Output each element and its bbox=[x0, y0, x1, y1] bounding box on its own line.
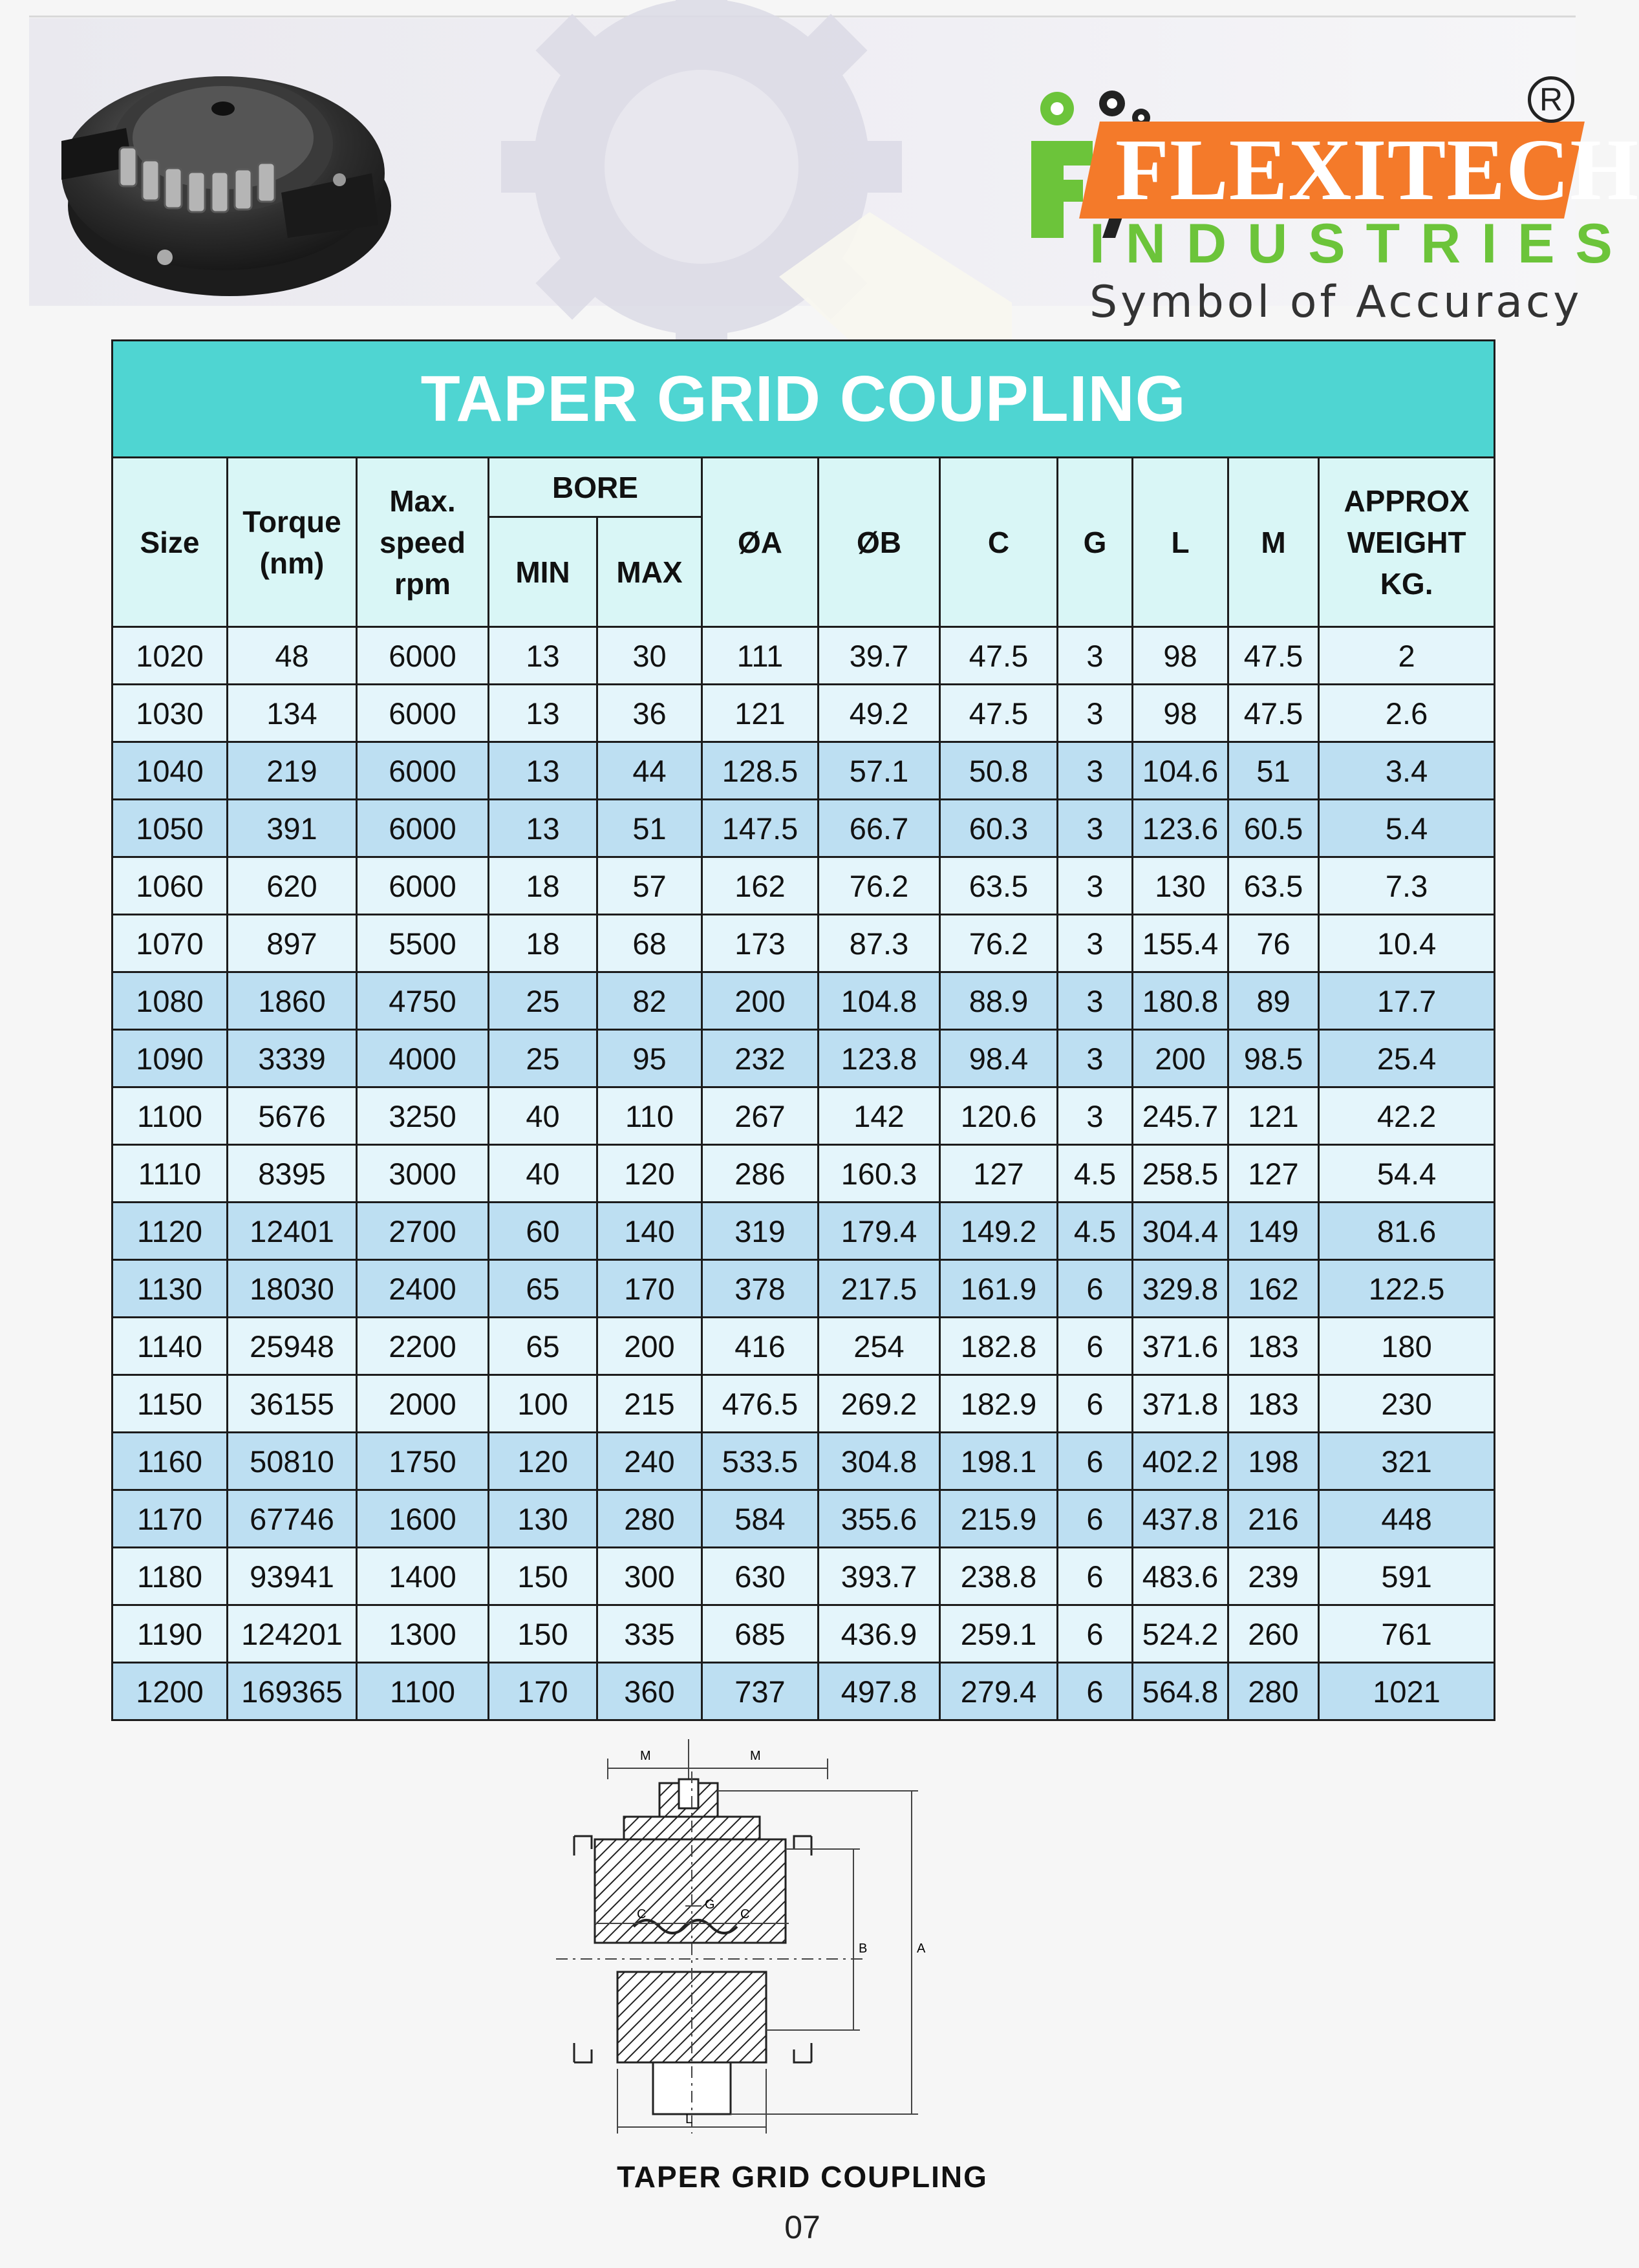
dim-label-c-left: C bbox=[637, 1907, 647, 1921]
cell-m: 89 bbox=[1228, 972, 1319, 1030]
cell-bore-min: 40 bbox=[489, 1145, 597, 1203]
cell-dia-a: 173 bbox=[702, 915, 819, 972]
cell-torque: 12401 bbox=[228, 1203, 357, 1260]
header-dia-a: ØA bbox=[702, 458, 819, 627]
cell-torque: 620 bbox=[228, 857, 357, 915]
cell-c: 76.2 bbox=[940, 915, 1058, 972]
cell-c: 88.9 bbox=[940, 972, 1058, 1030]
cell-size: 1020 bbox=[112, 627, 228, 685]
cell-bore-min: 13 bbox=[489, 800, 597, 857]
cell-bore-max: 170 bbox=[597, 1260, 702, 1318]
cell-g: 3 bbox=[1058, 627, 1133, 685]
cell-dia-a: 416 bbox=[702, 1318, 819, 1375]
cell-dia-a: 111 bbox=[702, 627, 819, 685]
table-row bbox=[112, 800, 1495, 857]
cell-dia-a: 476.5 bbox=[702, 1375, 819, 1433]
cell-bore-max: 360 bbox=[597, 1663, 702, 1720]
coupling-spec-table bbox=[111, 339, 1495, 1721]
cell-bore-min: 65 bbox=[489, 1318, 597, 1375]
cell-max-speed: 6000 bbox=[357, 742, 489, 800]
cell-bore-max: 68 bbox=[597, 915, 702, 972]
cell-max-speed: 1300 bbox=[357, 1605, 489, 1663]
cell-bore-max: 51 bbox=[597, 800, 702, 857]
header-speed-line1: Max. bbox=[389, 484, 456, 518]
cell-m: 76 bbox=[1228, 915, 1319, 972]
cell-dia-b: 179.4 bbox=[819, 1203, 940, 1260]
cell-l: 200 bbox=[1133, 1030, 1228, 1087]
cell-bore-min: 13 bbox=[489, 742, 597, 800]
cell-max-speed: 5500 bbox=[357, 915, 489, 972]
cell-g: 3 bbox=[1058, 972, 1133, 1030]
cell-weight: 2 bbox=[1319, 627, 1495, 685]
cell-bore-min: 120 bbox=[489, 1433, 597, 1490]
header-bore-min: MIN bbox=[489, 517, 597, 627]
cell-bore-min: 150 bbox=[489, 1548, 597, 1605]
table-row bbox=[112, 1548, 1495, 1605]
cell-bore-min: 100 bbox=[489, 1375, 597, 1433]
cell-max-speed: 2200 bbox=[357, 1318, 489, 1375]
cell-size: 1090 bbox=[112, 1030, 228, 1087]
table-row bbox=[112, 915, 1495, 972]
cell-dia-a: 533.5 bbox=[702, 1433, 819, 1490]
cell-g: 4.5 bbox=[1058, 1145, 1133, 1203]
cell-weight: 17.7 bbox=[1319, 972, 1495, 1030]
cell-bore-max: 215 bbox=[597, 1375, 702, 1433]
cell-c: 120.6 bbox=[940, 1087, 1058, 1145]
header-weight-line1: APPROX bbox=[1344, 484, 1470, 518]
table-row bbox=[112, 1318, 1495, 1375]
cell-torque: 391 bbox=[228, 800, 357, 857]
cell-weight: 42.2 bbox=[1319, 1087, 1495, 1145]
header-size: Size bbox=[112, 458, 228, 627]
cell-bore-min: 18 bbox=[489, 915, 597, 972]
cell-c: 182.9 bbox=[940, 1375, 1058, 1433]
cell-dia-b: 123.8 bbox=[819, 1030, 940, 1087]
cell-c: 198.1 bbox=[940, 1433, 1058, 1490]
cell-m: 47.5 bbox=[1228, 685, 1319, 742]
cell-dia-b: 49.2 bbox=[819, 685, 940, 742]
cell-l: 402.2 bbox=[1133, 1433, 1228, 1490]
cell-bore-min: 170 bbox=[489, 1663, 597, 1720]
cell-torque: 134 bbox=[228, 685, 357, 742]
cell-size: 1120 bbox=[112, 1203, 228, 1260]
cell-weight: 81.6 bbox=[1319, 1203, 1495, 1260]
cell-bore-max: 57 bbox=[597, 857, 702, 915]
gear-background-icon bbox=[378, 0, 1025, 393]
cell-bore-max: 36 bbox=[597, 685, 702, 742]
cell-dia-b: 254 bbox=[819, 1318, 940, 1375]
cell-torque: 67746 bbox=[228, 1490, 357, 1548]
cell-max-speed: 4000 bbox=[357, 1030, 489, 1087]
cell-weight: 10.4 bbox=[1319, 915, 1495, 972]
table-row bbox=[112, 1375, 1495, 1433]
cell-size: 1060 bbox=[112, 857, 228, 915]
cell-torque: 897 bbox=[228, 915, 357, 972]
cell-l: 258.5 bbox=[1133, 1145, 1228, 1203]
cell-dia-b: 66.7 bbox=[819, 800, 940, 857]
header-bore: BORE bbox=[489, 458, 702, 517]
cell-bore-max: 110 bbox=[597, 1087, 702, 1145]
cell-m: 162 bbox=[1228, 1260, 1319, 1318]
cell-torque: 48 bbox=[228, 627, 357, 685]
cell-dia-a: 584 bbox=[702, 1490, 819, 1548]
cell-bore-min: 130 bbox=[489, 1490, 597, 1548]
header-weight-line3: KG. bbox=[1380, 566, 1433, 601]
cell-dia-b: 304.8 bbox=[819, 1433, 940, 1490]
cell-bore-max: 140 bbox=[597, 1203, 702, 1260]
cell-torque: 169365 bbox=[228, 1663, 357, 1720]
cell-c: 279.4 bbox=[940, 1663, 1058, 1720]
header-speed-line2: speed bbox=[380, 525, 466, 559]
logo-brand-name: FLEXITECH bbox=[1115, 122, 1639, 219]
cell-g: 6 bbox=[1058, 1548, 1133, 1605]
dim-label-c-right: C bbox=[740, 1907, 750, 1921]
cell-max-speed: 3250 bbox=[357, 1087, 489, 1145]
cell-bore-min: 40 bbox=[489, 1087, 597, 1145]
cell-c: 215.9 bbox=[940, 1490, 1058, 1548]
cell-torque: 36155 bbox=[228, 1375, 357, 1433]
cell-dia-a: 128.5 bbox=[702, 742, 819, 800]
cell-size: 1170 bbox=[112, 1490, 228, 1548]
header-speed-line3: rpm bbox=[394, 566, 451, 601]
cell-bore-min: 65 bbox=[489, 1260, 597, 1318]
cell-bore-max: 280 bbox=[597, 1490, 702, 1548]
cell-torque: 1860 bbox=[228, 972, 357, 1030]
table-row bbox=[112, 1030, 1495, 1087]
cell-weight: 5.4 bbox=[1319, 800, 1495, 857]
cell-weight: 448 bbox=[1319, 1490, 1495, 1548]
table-row bbox=[112, 1145, 1495, 1203]
cell-size: 1160 bbox=[112, 1433, 228, 1490]
cell-dia-b: 57.1 bbox=[819, 742, 940, 800]
cell-l: 98 bbox=[1133, 685, 1228, 742]
cell-dia-b: 104.8 bbox=[819, 972, 940, 1030]
cell-l: 524.2 bbox=[1133, 1605, 1228, 1663]
cell-g: 6 bbox=[1058, 1605, 1133, 1663]
cell-bore-min: 60 bbox=[489, 1203, 597, 1260]
header-m: M bbox=[1228, 458, 1319, 627]
table-row bbox=[112, 972, 1495, 1030]
cell-g: 3 bbox=[1058, 742, 1133, 800]
header-dia-b: ØB bbox=[819, 458, 940, 627]
cell-m: 98.5 bbox=[1228, 1030, 1319, 1087]
cell-weight: 122.5 bbox=[1319, 1260, 1495, 1318]
cell-bore-max: 200 bbox=[597, 1318, 702, 1375]
dim-label-a: A bbox=[917, 1942, 926, 1956]
cell-dia-a: 121 bbox=[702, 685, 819, 742]
cell-dia-a: 630 bbox=[702, 1548, 819, 1605]
cell-bore-min: 25 bbox=[489, 1030, 597, 1087]
cell-torque: 124201 bbox=[228, 1605, 357, 1663]
cell-bore-max: 335 bbox=[597, 1605, 702, 1663]
cell-c: 161.9 bbox=[940, 1260, 1058, 1318]
cell-g: 6 bbox=[1058, 1260, 1133, 1318]
cell-bore-min: 25 bbox=[489, 972, 597, 1030]
cell-m: 183 bbox=[1228, 1318, 1319, 1375]
table-row bbox=[112, 742, 1495, 800]
cell-max-speed: 6000 bbox=[357, 685, 489, 742]
cell-max-speed: 6000 bbox=[357, 800, 489, 857]
cell-max-speed: 2400 bbox=[357, 1260, 489, 1318]
coupling-dimension-diagram bbox=[556, 1720, 1060, 2140]
cell-max-speed: 4750 bbox=[357, 972, 489, 1030]
cell-bore-min: 150 bbox=[489, 1605, 597, 1663]
cell-g: 3 bbox=[1058, 915, 1133, 972]
cell-dia-b: 497.8 bbox=[819, 1663, 940, 1720]
cell-dia-b: 269.2 bbox=[819, 1375, 940, 1433]
cell-torque: 25948 bbox=[228, 1318, 357, 1375]
cell-weight: 321 bbox=[1319, 1433, 1495, 1490]
header-max-speed bbox=[357, 458, 489, 627]
cell-torque: 93941 bbox=[228, 1548, 357, 1605]
cell-size: 1100 bbox=[112, 1087, 228, 1145]
cell-torque: 5676 bbox=[228, 1087, 357, 1145]
cell-dia-b: 76.2 bbox=[819, 857, 940, 915]
cell-l: 98 bbox=[1133, 627, 1228, 685]
cell-bore-max: 82 bbox=[597, 972, 702, 1030]
cell-l: 564.8 bbox=[1133, 1663, 1228, 1720]
cell-bore-min: 13 bbox=[489, 627, 597, 685]
header-torque-line2: (nm) bbox=[259, 546, 325, 580]
cell-c: 63.5 bbox=[940, 857, 1058, 915]
header-l: L bbox=[1133, 458, 1228, 627]
cell-g: 4.5 bbox=[1058, 1203, 1133, 1260]
cell-bore-max: 240 bbox=[597, 1433, 702, 1490]
cell-bore-max: 44 bbox=[597, 742, 702, 800]
cell-weight: 1021 bbox=[1319, 1663, 1495, 1720]
cell-m: 239 bbox=[1228, 1548, 1319, 1605]
dim-label-l: L bbox=[685, 2112, 693, 2126]
cell-l: 437.8 bbox=[1133, 1490, 1228, 1548]
cell-dia-a: 232 bbox=[702, 1030, 819, 1087]
cell-max-speed: 1600 bbox=[357, 1490, 489, 1548]
cell-m: 121 bbox=[1228, 1087, 1319, 1145]
cell-size: 1030 bbox=[112, 685, 228, 742]
cell-c: 50.8 bbox=[940, 742, 1058, 800]
cell-l: 304.4 bbox=[1133, 1203, 1228, 1260]
cell-c: 238.8 bbox=[940, 1548, 1058, 1605]
cell-torque: 50810 bbox=[228, 1433, 357, 1490]
cell-g: 6 bbox=[1058, 1490, 1133, 1548]
table-row bbox=[112, 1203, 1495, 1260]
cell-dia-b: 39.7 bbox=[819, 627, 940, 685]
cell-m: 51 bbox=[1228, 742, 1319, 800]
cell-torque: 18030 bbox=[228, 1260, 357, 1318]
cell-size: 1150 bbox=[112, 1375, 228, 1433]
cell-dia-b: 436.9 bbox=[819, 1605, 940, 1663]
cell-weight: 25.4 bbox=[1319, 1030, 1495, 1087]
header-banner bbox=[29, 18, 1639, 328]
cell-size: 1130 bbox=[112, 1260, 228, 1318]
cell-max-speed: 3000 bbox=[357, 1145, 489, 1203]
cell-weight: 3.4 bbox=[1319, 742, 1495, 800]
cell-bore-max: 120 bbox=[597, 1145, 702, 1203]
dim-label-b: B bbox=[859, 1942, 868, 1956]
cell-max-speed: 2700 bbox=[357, 1203, 489, 1260]
cell-dia-a: 737 bbox=[702, 1663, 819, 1720]
cell-m: 183 bbox=[1228, 1375, 1319, 1433]
cell-torque: 3339 bbox=[228, 1030, 357, 1087]
header-torque-line1: Torque bbox=[242, 504, 341, 539]
dim-label-m-left: M bbox=[640, 1749, 651, 1763]
header-weight bbox=[1319, 458, 1495, 627]
dim-label-m-right: M bbox=[750, 1749, 761, 1763]
registered-mark-icon: R bbox=[1528, 76, 1574, 123]
brand-logo bbox=[1018, 31, 1639, 328]
cell-l: 329.8 bbox=[1133, 1260, 1228, 1318]
cell-m: 63.5 bbox=[1228, 857, 1319, 915]
cell-size: 1190 bbox=[112, 1605, 228, 1663]
cell-dia-a: 685 bbox=[702, 1605, 819, 1663]
table-row bbox=[112, 1087, 1495, 1145]
header-c: C bbox=[940, 458, 1058, 627]
cell-l: 130 bbox=[1133, 857, 1228, 915]
cell-g: 6 bbox=[1058, 1375, 1133, 1433]
cell-size: 1070 bbox=[112, 915, 228, 972]
cell-dia-b: 142 bbox=[819, 1087, 940, 1145]
table-row bbox=[112, 685, 1495, 742]
cell-c: 98.4 bbox=[940, 1030, 1058, 1087]
cell-dia-a: 267 bbox=[702, 1087, 819, 1145]
table-row bbox=[112, 1605, 1495, 1663]
cell-bore-max: 95 bbox=[597, 1030, 702, 1087]
cell-g: 6 bbox=[1058, 1318, 1133, 1375]
cell-g: 3 bbox=[1058, 1030, 1133, 1087]
table-row bbox=[112, 627, 1495, 685]
cell-dia-b: 87.3 bbox=[819, 915, 940, 972]
cell-dia-b: 393.7 bbox=[819, 1548, 940, 1605]
cell-max-speed: 1400 bbox=[357, 1548, 489, 1605]
cell-c: 182.8 bbox=[940, 1318, 1058, 1375]
page-number: 07 bbox=[784, 2209, 820, 2245]
cell-g: 3 bbox=[1058, 857, 1133, 915]
table-row bbox=[112, 1490, 1495, 1548]
cell-size: 1110 bbox=[112, 1145, 228, 1203]
table-title: TAPER GRID COUPLING bbox=[112, 341, 1495, 458]
cell-l: 371.6 bbox=[1133, 1318, 1228, 1375]
table-row bbox=[112, 1260, 1495, 1318]
header-weight-line2: WEIGHT bbox=[1347, 525, 1466, 559]
cell-weight: 7.3 bbox=[1319, 857, 1495, 915]
cell-max-speed: 2000 bbox=[357, 1375, 489, 1433]
table-row bbox=[112, 857, 1495, 915]
cell-c: 47.5 bbox=[940, 685, 1058, 742]
cell-dia-b: 355.6 bbox=[819, 1490, 940, 1548]
cell-dia-b: 217.5 bbox=[819, 1260, 940, 1318]
header-torque bbox=[228, 458, 357, 627]
cell-weight: 180 bbox=[1319, 1318, 1495, 1375]
cell-c: 47.5 bbox=[940, 627, 1058, 685]
cell-size: 1050 bbox=[112, 800, 228, 857]
cell-weight: 761 bbox=[1319, 1605, 1495, 1663]
cell-c: 60.3 bbox=[940, 800, 1058, 857]
cell-dia-a: 319 bbox=[702, 1203, 819, 1260]
cell-size: 1080 bbox=[112, 972, 228, 1030]
cell-m: 127 bbox=[1228, 1145, 1319, 1203]
cell-bore-max: 300 bbox=[597, 1548, 702, 1605]
coupling-product-photo bbox=[36, 31, 398, 303]
cell-g: 3 bbox=[1058, 800, 1133, 857]
logo-subtitle: INDUSTRIES bbox=[1089, 213, 1633, 275]
cell-g: 3 bbox=[1058, 1087, 1133, 1145]
header-g: G bbox=[1058, 458, 1133, 627]
cell-l: 123.6 bbox=[1133, 800, 1228, 857]
cell-m: 198 bbox=[1228, 1433, 1319, 1490]
cell-g: 3 bbox=[1058, 685, 1133, 742]
cell-dia-a: 286 bbox=[702, 1145, 819, 1203]
cell-c: 149.2 bbox=[940, 1203, 1058, 1260]
cell-torque: 219 bbox=[228, 742, 357, 800]
header-bore-max: MAX bbox=[597, 517, 702, 627]
cell-weight: 2.6 bbox=[1319, 685, 1495, 742]
cell-size: 1180 bbox=[112, 1548, 228, 1605]
cell-c: 127 bbox=[940, 1145, 1058, 1203]
cell-l: 155.4 bbox=[1133, 915, 1228, 972]
cell-weight: 230 bbox=[1319, 1375, 1495, 1433]
cell-size: 1200 bbox=[112, 1663, 228, 1720]
cell-weight: 591 bbox=[1319, 1548, 1495, 1605]
table-row bbox=[112, 1663, 1495, 1720]
cell-max-speed: 1750 bbox=[357, 1433, 489, 1490]
cell-m: 47.5 bbox=[1228, 627, 1319, 685]
cell-bore-min: 18 bbox=[489, 857, 597, 915]
cell-l: 180.8 bbox=[1133, 972, 1228, 1030]
cell-m: 60.5 bbox=[1228, 800, 1319, 857]
cell-l: 371.8 bbox=[1133, 1375, 1228, 1433]
cell-bore-min: 13 bbox=[489, 685, 597, 742]
cell-g: 6 bbox=[1058, 1433, 1133, 1490]
cell-m: 149 bbox=[1228, 1203, 1319, 1260]
cell-size: 1040 bbox=[112, 742, 228, 800]
cell-c: 259.1 bbox=[940, 1605, 1058, 1663]
cell-l: 483.6 bbox=[1133, 1548, 1228, 1605]
cell-dia-b: 160.3 bbox=[819, 1145, 940, 1203]
cell-max-speed: 1100 bbox=[357, 1663, 489, 1720]
cell-m: 216 bbox=[1228, 1490, 1319, 1548]
cell-torque: 8395 bbox=[228, 1145, 357, 1203]
cell-dia-a: 147.5 bbox=[702, 800, 819, 857]
cell-l: 245.7 bbox=[1133, 1087, 1228, 1145]
table-row bbox=[112, 1433, 1495, 1490]
diagram-caption: TAPER GRID COUPLING bbox=[617, 2160, 988, 2194]
cell-g: 6 bbox=[1058, 1663, 1133, 1720]
cell-bore-max: 30 bbox=[597, 627, 702, 685]
cell-weight: 54.4 bbox=[1319, 1145, 1495, 1203]
cell-max-speed: 6000 bbox=[357, 857, 489, 915]
cell-m: 280 bbox=[1228, 1663, 1319, 1720]
table-body bbox=[112, 627, 1495, 1720]
cell-m: 260 bbox=[1228, 1605, 1319, 1663]
cell-dia-a: 162 bbox=[702, 857, 819, 915]
logo-tagline: Symbol of Accuracy bbox=[1089, 277, 1583, 328]
dim-label-g: G bbox=[705, 1898, 715, 1912]
cell-l: 104.6 bbox=[1133, 742, 1228, 800]
cell-size: 1140 bbox=[112, 1318, 228, 1375]
cell-dia-a: 200 bbox=[702, 972, 819, 1030]
cell-dia-a: 378 bbox=[702, 1260, 819, 1318]
cell-max-speed: 6000 bbox=[357, 627, 489, 685]
